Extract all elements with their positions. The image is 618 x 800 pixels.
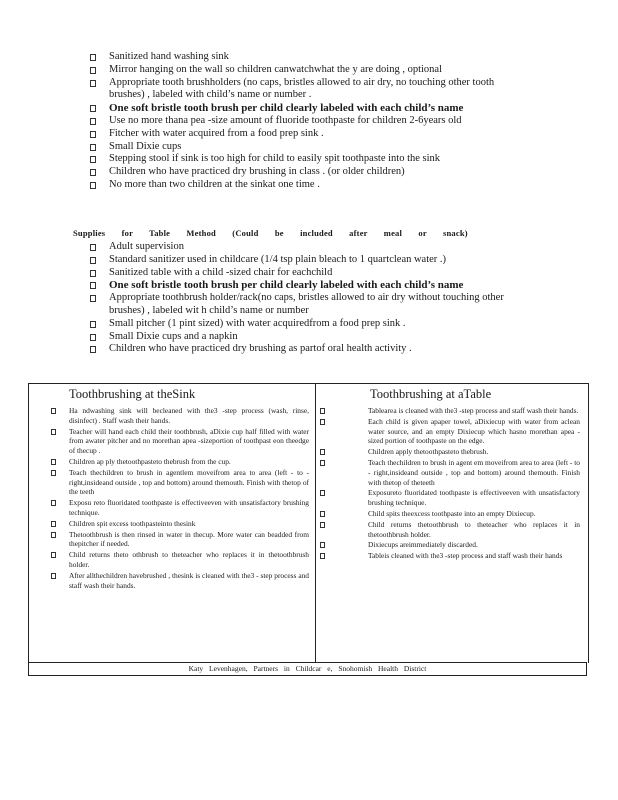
step-item <box>316 417 588 446</box>
checkbox-bullet-icon <box>90 270 96 277</box>
step-item <box>316 488 588 508</box>
checkbox-bullet-icon <box>320 460 325 466</box>
step-item <box>29 427 315 456</box>
step-item <box>316 509 588 519</box>
step-text: Child spits theexcess toothpaste into an empty Dixiecup. <box>368 508 536 518</box>
checkbox-bullet-icon <box>51 459 56 465</box>
list-item <box>90 51 530 64</box>
checkbox-bullet-icon <box>90 182 96 189</box>
step-item <box>316 551 588 561</box>
list-item <box>90 241 535 254</box>
checkbox-bullet-icon <box>90 105 96 112</box>
list-item-text: Small Dixie cups <box>109 140 182 152</box>
sink-method-column <box>29 387 315 591</box>
list-item-text: Standard sanitizer used in childcare (1/4 tsp plain bleach to 1 quartclean water .) <box>109 253 447 265</box>
step-item <box>29 406 315 426</box>
list-item-text: Fitcher with water acquired from a food prep sink . <box>109 127 324 139</box>
list-item <box>90 77 530 103</box>
table-supplies-list <box>90 241 535 356</box>
step-item <box>316 406 588 416</box>
step-item <box>316 458 588 487</box>
checkbox-bullet-icon <box>90 131 96 138</box>
checkbox-bullet-icon <box>320 408 325 414</box>
list-item <box>90 279 535 292</box>
step-text: Tablearea is cleaned with the3 -step process and staff wash their hands. <box>368 406 579 415</box>
list-item-text: Appropriate toothbrush holder/rack(no caps, bristles allowed to air dry without touching other brushes) , labeled wit h child’s name or number <box>109 292 504 316</box>
step-text: Teach thechildren to brush in agentlem moveifrom area to area (left - to - right,insideand outside , top and bottom) around themouth. Finish with thetop of the teeth <box>69 467 309 497</box>
checkbox-bullet-icon <box>320 522 325 528</box>
checkbox-bullet-icon <box>90 144 96 151</box>
step-text: Teacher will hand each child their toothbrush, aDixie cup half filled with water from awater pitcher and no morethan apea -sizeportion of toothpast eon theedge of thecup . <box>69 426 309 456</box>
table-method-title: Toothbrushing at aTable <box>370 387 492 401</box>
step-item <box>316 447 588 457</box>
list-item <box>90 331 535 344</box>
list-item-text: One soft bristle tooth brush per child clearly labeled with each child’s name <box>109 279 464 292</box>
step-text: Teach thechildren to brush in agent em moveifrom area to area (left - to - right,insideand outside , top and bottom) around themouth. Finish with thetop of theteeth <box>368 457 580 487</box>
list-item-text: One soft bristle tooth brush per child clearly labeled with each child’s name <box>109 102 464 115</box>
list-item-text: Children who have practiced dry brushing as partof oral health activity . <box>109 343 412 355</box>
step-text: Tableis cleaned with the3 -step process and staff wash their hands <box>368 551 563 561</box>
list-item-text: Sanitized hand washing sink <box>109 51 229 62</box>
step-text: Child returns thetoothbrush to theteacher who replaces it in thetoothbrush holder. <box>368 519 580 539</box>
method-comparison-table <box>28 383 589 663</box>
step-item <box>29 457 315 467</box>
step-text: Ha ndwashing sink will becleaned with the3 -step process (wash, rinse, disinfect) . Staff wash their hands. <box>69 406 309 425</box>
step-text: Dixiecups areimmediately discarded. <box>368 540 478 550</box>
list-item-text: Use no more thana pea -size amount of fluoride toothpaste for children 2-6years old <box>109 114 462 126</box>
table-method-steps <box>316 406 588 561</box>
sink-method-steps <box>29 406 315 590</box>
sink-method-title: Toothbrushing at theSink <box>69 387 196 401</box>
checkbox-bullet-icon <box>90 346 96 353</box>
list-item <box>90 267 535 280</box>
step-text: After allthechildren havebrushed , thesink is cleaned with the3 - step process and staff wash their hands. <box>69 570 309 590</box>
checkbox-bullet-icon <box>51 573 56 579</box>
list-item-text: Adult supervision <box>109 241 184 252</box>
checkbox-bullet-icon <box>90 54 96 61</box>
sink-supplies-list <box>90 51 530 192</box>
step-text: Children apply thetoothpasteto thebrush. <box>368 447 489 457</box>
checkbox-bullet-icon <box>51 521 56 527</box>
step-item <box>29 498 315 518</box>
checkbox-bullet-icon <box>51 470 56 476</box>
checkbox-bullet-icon <box>320 449 325 455</box>
step-item <box>29 571 315 591</box>
checkbox-bullet-icon <box>320 553 325 559</box>
list-item-text: Sanitized table with a child -sized chair for eachchild <box>109 266 333 278</box>
checkbox-bullet-icon <box>90 334 96 341</box>
checkbox-bullet-icon <box>320 490 325 496</box>
list-item <box>90 343 535 356</box>
list-item <box>90 292 535 318</box>
list-item <box>90 254 535 267</box>
checkbox-bullet-icon <box>320 542 325 548</box>
list-item <box>90 179 530 192</box>
checkbox-bullet-icon <box>51 429 56 435</box>
step-item <box>29 519 315 529</box>
list-item-text: Small Dixie cups and a napkin <box>109 330 238 342</box>
list-item-text: Stepping stool if sink is too high for child to easily spit toothpaste into the sink <box>109 153 441 165</box>
checkbox-bullet-icon <box>51 408 56 414</box>
checkbox-bullet-icon <box>51 552 56 558</box>
list-item <box>90 64 530 77</box>
step-text: Children ap ply thetoothpasteto thebrush from the cup. <box>69 456 231 466</box>
checkbox-bullet-icon <box>90 282 96 289</box>
checkbox-bullet-icon <box>320 419 325 425</box>
checkbox-bullet-icon <box>90 321 96 328</box>
list-item-text: Mirror hanging on the wall so children canwatchwhat the y are doing , optional <box>109 63 442 75</box>
step-item <box>29 550 315 570</box>
step-text: Each child is given apaper towel, aDixiecup with water from aclean water source, and an empty Dixiecup which hasno morethan apea - sized portion of toothpaste on the edge. <box>368 416 580 446</box>
list-item <box>90 115 530 128</box>
step-item <box>29 468 315 497</box>
step-text: Exposu reto fluoridated toothpaste is effectiveeven with unsatisfactory brushing technique. <box>69 498 309 517</box>
step-text: Children spit excess toothpasteinto thesink <box>69 518 196 528</box>
list-item <box>90 102 530 115</box>
checkbox-bullet-icon <box>90 169 96 176</box>
step-item <box>316 540 588 550</box>
checkbox-bullet-icon <box>90 156 96 163</box>
checkbox-bullet-icon <box>90 257 96 264</box>
step-text: Thetoothbrush is then rinsed in water in thecup. More water can beadded from thepitcher if needed. <box>69 529 309 549</box>
checkbox-bullet-icon <box>51 532 56 538</box>
table-supplies-heading: Supplies for Table Method (Could be included after meal or snack) <box>73 228 468 238</box>
list-item-text: Children who have practiced dry brushing in class . (or older children) <box>109 166 405 178</box>
checkbox-bullet-icon <box>90 67 96 74</box>
step-item <box>29 530 315 550</box>
credits-footer: Katy Levenhagen, Partners in Childcar e, Snohomish Health District <box>28 662 587 676</box>
list-item-text: Appropriate tooth brushholders (no caps, bristles allowed to air dry, no touching other tooth brushes) , labeled with child’s name or number . <box>109 76 495 101</box>
checkbox-bullet-icon <box>90 80 96 87</box>
list-item <box>90 153 530 166</box>
list-item <box>90 166 530 179</box>
checkbox-bullet-icon <box>51 500 56 506</box>
step-text: Exposureto fluoridated toothpaste is effectiveeven with unsatisfactory brushing technique. <box>368 488 580 508</box>
checkbox-bullet-icon <box>320 511 325 517</box>
step-text: Child returns theto othbrush to theteacher who replaces it in thetoothbrush holder. <box>69 550 309 569</box>
list-item <box>90 318 535 331</box>
step-item <box>316 520 588 540</box>
checkbox-bullet-icon <box>90 295 96 302</box>
list-item-text: Small pitcher (1 pint sized) with water acquiredfrom a food prep sink . <box>109 317 406 329</box>
checkbox-bullet-icon <box>90 118 96 125</box>
list-item <box>90 141 530 154</box>
checkbox-bullet-icon <box>90 244 96 251</box>
table-method-column <box>316 387 588 562</box>
list-item-text: No more than two children at the sinkat one time . <box>109 178 320 190</box>
list-item <box>90 128 530 141</box>
